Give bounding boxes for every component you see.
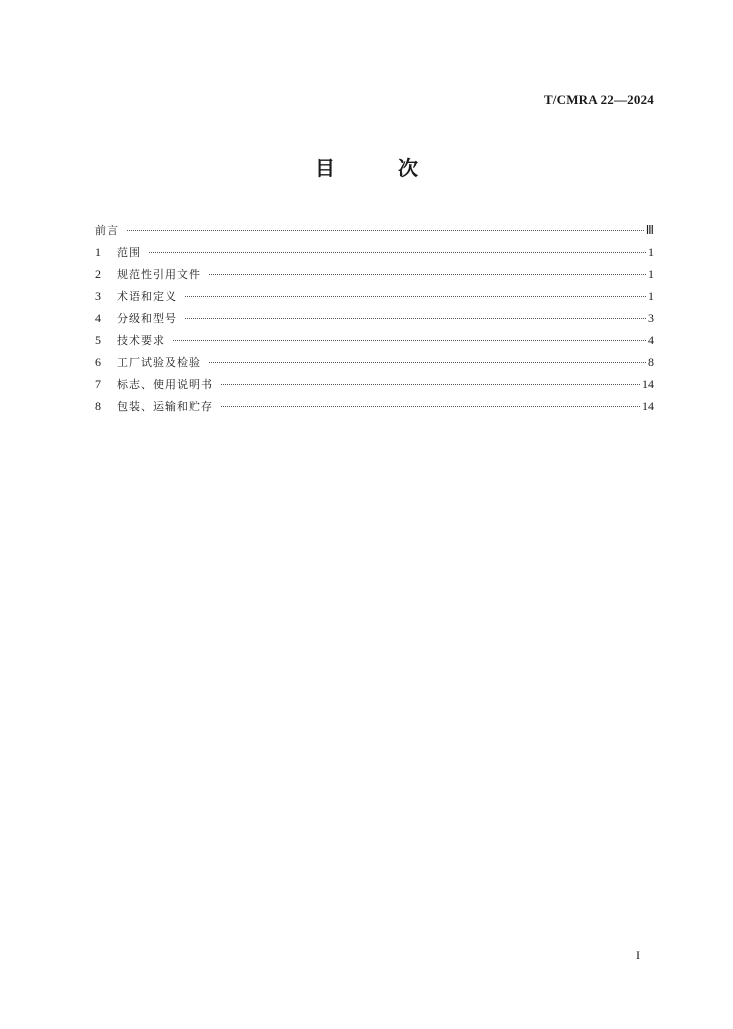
- toc-entry-1[interactable]: [95, 241, 654, 263]
- toc-entry-number: 2: [95, 267, 101, 281]
- toc-entry-label: 前言: [95, 224, 119, 237]
- toc-entry-number: 4: [95, 311, 101, 325]
- toc-entry-number: 8: [95, 399, 101, 413]
- toc-leader-dots: [209, 274, 646, 275]
- toc-entry-2[interactable]: [95, 263, 654, 285]
- toc-entry-number: 6: [95, 355, 101, 369]
- toc-leader-dots: [185, 318, 646, 319]
- toc-entry-number: 5: [95, 333, 101, 347]
- toc-entry-label: 术语和定义: [117, 290, 177, 303]
- toc-entry-page: Ⅲ: [645, 223, 654, 237]
- toc-entry-page: 14: [642, 399, 654, 413]
- toc-entry-page: 3: [648, 311, 654, 325]
- toc-entry-4[interactable]: [95, 307, 654, 329]
- toc-entry-5[interactable]: [95, 329, 654, 351]
- toc-leader-dots: [185, 296, 646, 297]
- page-title: 目 次: [315, 156, 446, 180]
- toc-entry-page: 1: [648, 289, 654, 303]
- toc-entry-number: 3: [95, 289, 101, 303]
- toc-entry-number: 1: [95, 245, 101, 259]
- toc-entry-page: 14: [642, 377, 654, 391]
- toc-entry-label: 范围: [117, 246, 141, 259]
- toc-leader-dots: [149, 252, 646, 253]
- toc-entry-3[interactable]: [95, 285, 654, 307]
- toc-leader-dots: [127, 230, 644, 231]
- toc-entry-7[interactable]: [95, 373, 654, 395]
- toc-entry-8[interactable]: [95, 395, 654, 417]
- toc-entry-label: 包装、运输和贮存: [117, 400, 213, 413]
- table-of-contents: [95, 219, 654, 417]
- toc-leader-dots: [221, 384, 640, 385]
- toc-entry-page: 1: [648, 245, 654, 259]
- toc-entry-label: 标志、使用说明书: [117, 378, 213, 391]
- toc-entry-page: 8: [648, 355, 654, 369]
- toc-leader-dots: [209, 362, 646, 363]
- page-number: I: [636, 948, 640, 962]
- toc-leader-dots: [221, 406, 640, 407]
- toc-entry-foreword[interactable]: [95, 219, 654, 241]
- toc-entry-label: 工厂试验及检验: [117, 356, 201, 369]
- toc-entry-page: 4: [648, 333, 654, 347]
- toc-leader-dots: [173, 340, 646, 341]
- toc-entry-6[interactable]: [95, 351, 654, 373]
- toc-entry-number: 7: [95, 377, 101, 391]
- toc-entry-label: 规范性引用文件: [117, 268, 201, 281]
- toc-entry-label: 技术要求: [117, 334, 165, 347]
- document-code: T/CMRA 22—2024: [543, 92, 654, 107]
- toc-entry-page: 1: [648, 267, 654, 281]
- toc-entry-label: 分级和型号: [117, 312, 177, 325]
